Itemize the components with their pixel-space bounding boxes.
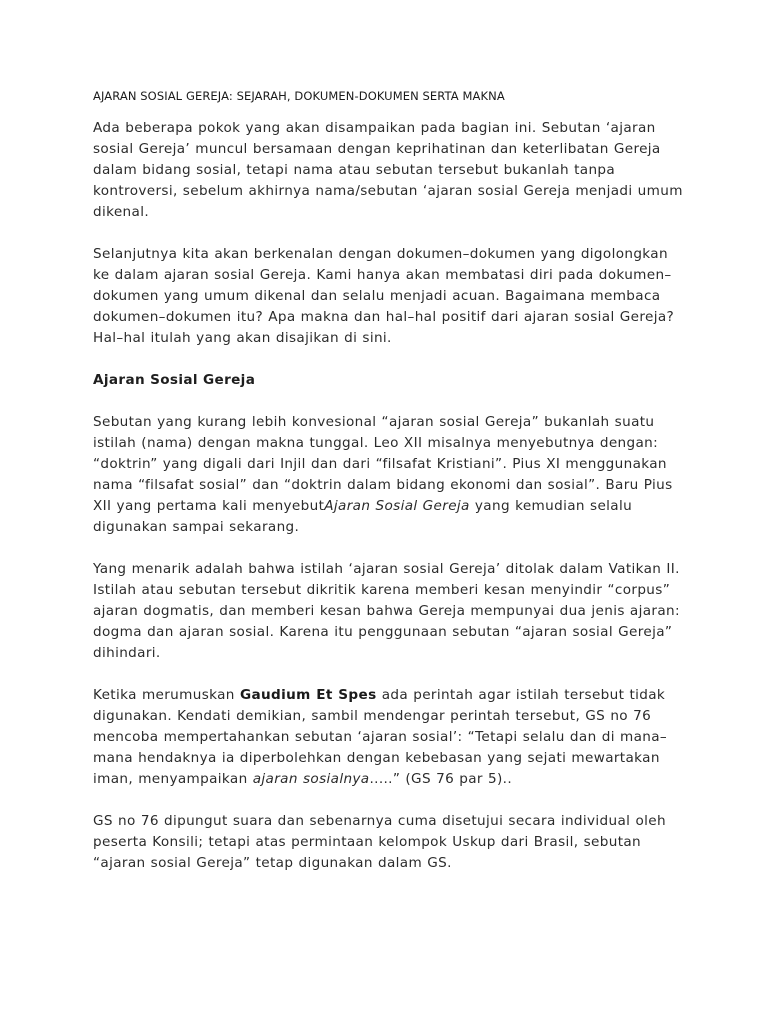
- section-heading: Ajaran Sosial Gereja: [93, 372, 256, 388]
- paragraph-naming-history-text: Sebutan yang kurang lebih konvesional “ajaran sosial Gereja” bukanlah suatu istilah (nama) dengan makna tunggal. Leo XII misalnya menyebutnya dengan: “doktrin” yang digali dari Injil dan dari “filsafat Kristiani”. Pius XI menggunakan nama “filsafat sosial” dan “doktrin dalam bidang ekonomi dan sosial”. Baru Pius XII yang pertama kali menyebut: [93, 414, 673, 514]
- italic-quote: ajaran sosialnya: [252, 771, 370, 787]
- paragraph-naming-history: [93, 412, 683, 538]
- intro-paragraph-1: Ada beberapa pokok yang akan disampaikan pada bagian ini. Sebutan ‘ajaran sosial Gereja’ muncul bersamaan dengan keprihatinan dan keterlibatan Gereja dalam bidang sosial, tetapi nama atau sebutan tersebut bukanlah tanpa kontroversi, sebelum akhirnya nama/sebutan ‘ajaran sosial Gereja menjadi umum dikenal.: [93, 120, 683, 220]
- paragraph-gs-tail: .....” (GS 76 par 5)..: [369, 771, 513, 787]
- paragraph-vatican-ii: Yang menarik adalah bahwa istilah ‘ajaran sosial Gereja’ ditolak dalam Vatikan II. Istilah atau sebutan tersebut dikritik karena memberi kesan menyindir “corpus” ajaran dogmatis, dan memberi kesan bahwa Gereja mempunyai dua jenis ajaran: dogma dan ajaran sosial. Karena itu penggunaan sebutan “ajaran sosial Gereja” dihindari.: [93, 561, 680, 661]
- intro-paragraph-2: Selanjutnya kita akan berkenalan dengan dokumen–dokumen yang digolongkan ke dalam ajaran sosial Gereja. Kami hanya akan membatasi diri pada dokumen–dokumen yang umum dikenal dan selalu menjadi acuan. Bagaimana membaca dokumen–dokumen itu? Apa makna dan hal–hal positif dari ajaran sosial Gereja? Hal–hal itulah yang akan disajikan di sini.: [93, 246, 675, 346]
- paragraph-gs-vote: GS no 76 dipungut suara dan sebenarnya cuma disetujui secara individual oleh peserta Konsili; tetapi atas permintaan kelompok Uskup dari Brasil, sebutan “ajaran sosial Gereja” tetap digunakan dalam GS.: [93, 813, 666, 871]
- document-page: [93, 88, 683, 895]
- paragraph-naming-history-tail: yang kemudian selalu digunakan sampai sekarang.: [93, 498, 633, 535]
- italic-term: Ajaran Sosial Gereja: [324, 498, 470, 514]
- document-title: AJARAN SOSIAL GEREJA: SEJARAH, DOKUMEN-DOKUMEN SERTA MAKNA: [93, 89, 505, 103]
- paragraph-gaudium-et-spes: [93, 685, 683, 790]
- bold-document-name: Gaudium Et Spes: [239, 687, 377, 703]
- paragraph-gs-body: ada perintah agar istilah tersebut tidak digunakan. Kendati demikian, sambil mendengar perintah tersebut, GS no 76 mencoba mempertahankan sebutan ‘ajaran sosial’: “Tetapi selalu dan di mana–mana hendaknya ia diperbolehkan dengan kebebasan yang sejati mewartakan iman, menyampaikan: [93, 687, 668, 787]
- paragraph-gs-intro: Ketika merumuskan: [93, 687, 240, 703]
